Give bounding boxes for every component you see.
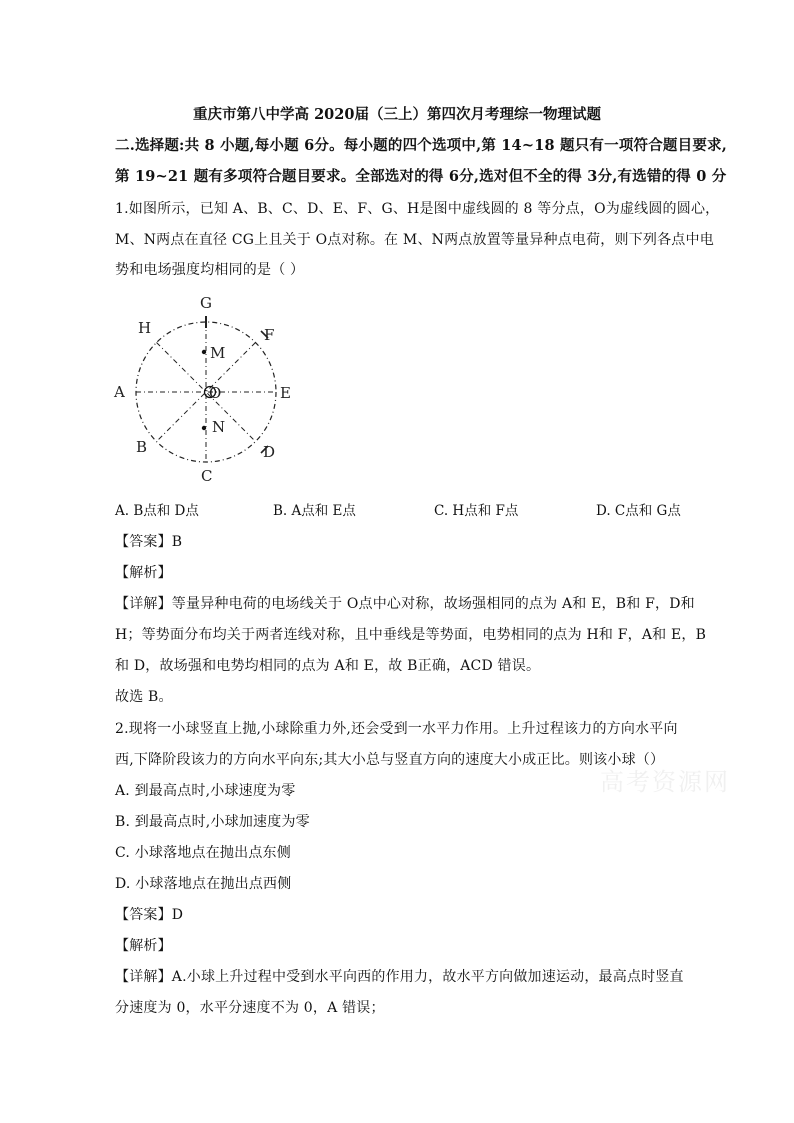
q2-stem-line-2: 西,下降阶段该力的方向水平向东;其大小总与竖直方向的速度大小成正比。则该小球（）: [115, 752, 665, 768]
label-b: B: [136, 438, 148, 456]
point-m: [202, 350, 206, 354]
q1-stem-line-2: M、N两点在直径 CG上且关于 O点对称。在 M、N两点放置等量异种点电荷，则下列各点中电: [115, 232, 714, 248]
section-instructions-line-1: 二.选择题:共 8 小题,每小题 6分。每小题的四个选项中,第 14~18 题只有一项符合题目要求,: [115, 137, 727, 154]
q1-detail-line-3: 和 D，故场强和电势均相同的点为 A和 E，故 B正确，ACD 错误。: [115, 658, 541, 674]
q2-analysis-label: 【解析】: [115, 938, 172, 954]
q1-answer: 【答案】B: [115, 534, 183, 550]
q2-option-c: C. 小球落地点在抛出点东侧: [115, 845, 291, 861]
section-instructions-line-2: 第 19~21 题有多项符合题目要求。全部选对的得 6分,选对但不全的得 3分,有选错的得 0 分: [115, 168, 727, 185]
q1-option-c: C. H点和 F点: [434, 503, 519, 519]
circle-diagram: [108, 288, 308, 488]
q2-detail-line-2: 分速度为 0，水平分速度不为 0，A 错误；: [115, 1000, 385, 1016]
label-h: H: [138, 319, 152, 337]
q1-option-b: B. A点和 E点: [273, 503, 356, 519]
label-c: C: [201, 467, 213, 485]
label-d: D: [263, 443, 276, 461]
q1-analysis-label: 【解析】: [115, 565, 172, 581]
label-g: G: [200, 294, 212, 312]
q2-stem-line-1: 2.现将一小球竖直上抛,小球除重力外,还会受到一水平力作用。上升过程该力的方向水平向: [115, 721, 678, 737]
q2-option-d: D. 小球落地点在抛出点西侧: [115, 876, 292, 892]
label-n: N: [212, 418, 226, 436]
label-e: E: [280, 384, 291, 402]
q2-option-b: B. 到最高点时,小球加速度为零: [115, 814, 310, 830]
point-n: [202, 426, 206, 430]
label-o: O: [209, 384, 222, 402]
label-m: M: [210, 344, 226, 362]
q1-detail-line-2: H；等势面分布均关于两者连线对称，且中垂线是等势面，电势相同的点为 H和 F，A和 E，B: [115, 627, 707, 643]
q2-option-a: A. 到最高点时,小球速度为零: [115, 783, 296, 799]
q1-detail-line-1: 【详解】等量异种电荷的电场线关于 O点中心对称，故场强相同的点为 A和 E，B和 F，D和: [115, 596, 695, 612]
q1-stem-line-3: 势和电场强度均相同的是（ ）: [115, 262, 305, 278]
q2-detail-line-1: 【详解】A.小球上升过程中受到水平向西的作用力，故水平方向做加速运动，最高点时竖直: [115, 969, 684, 985]
q1-stem-line-1: 1.如图所示，已知 A、B、C、D、E、F、G、H是图中虚线圆的 8 等分点，O为虚线圆的圆心，: [115, 201, 720, 217]
q2-answer: 【答案】D: [115, 907, 184, 923]
q1-option-d: D. C点和 G点: [596, 503, 681, 519]
q1-conclusion: 故选 B。: [115, 689, 173, 705]
label-f: F: [264, 326, 275, 344]
page-title: 重庆市第八中学高 2020届（三上）第四次月考理综一物理试题: [193, 106, 601, 123]
q1-option-a: A. B点和 D点: [115, 503, 199, 519]
label-a: A: [114, 383, 125, 401]
watermark: 高考资源网: [600, 768, 730, 796]
